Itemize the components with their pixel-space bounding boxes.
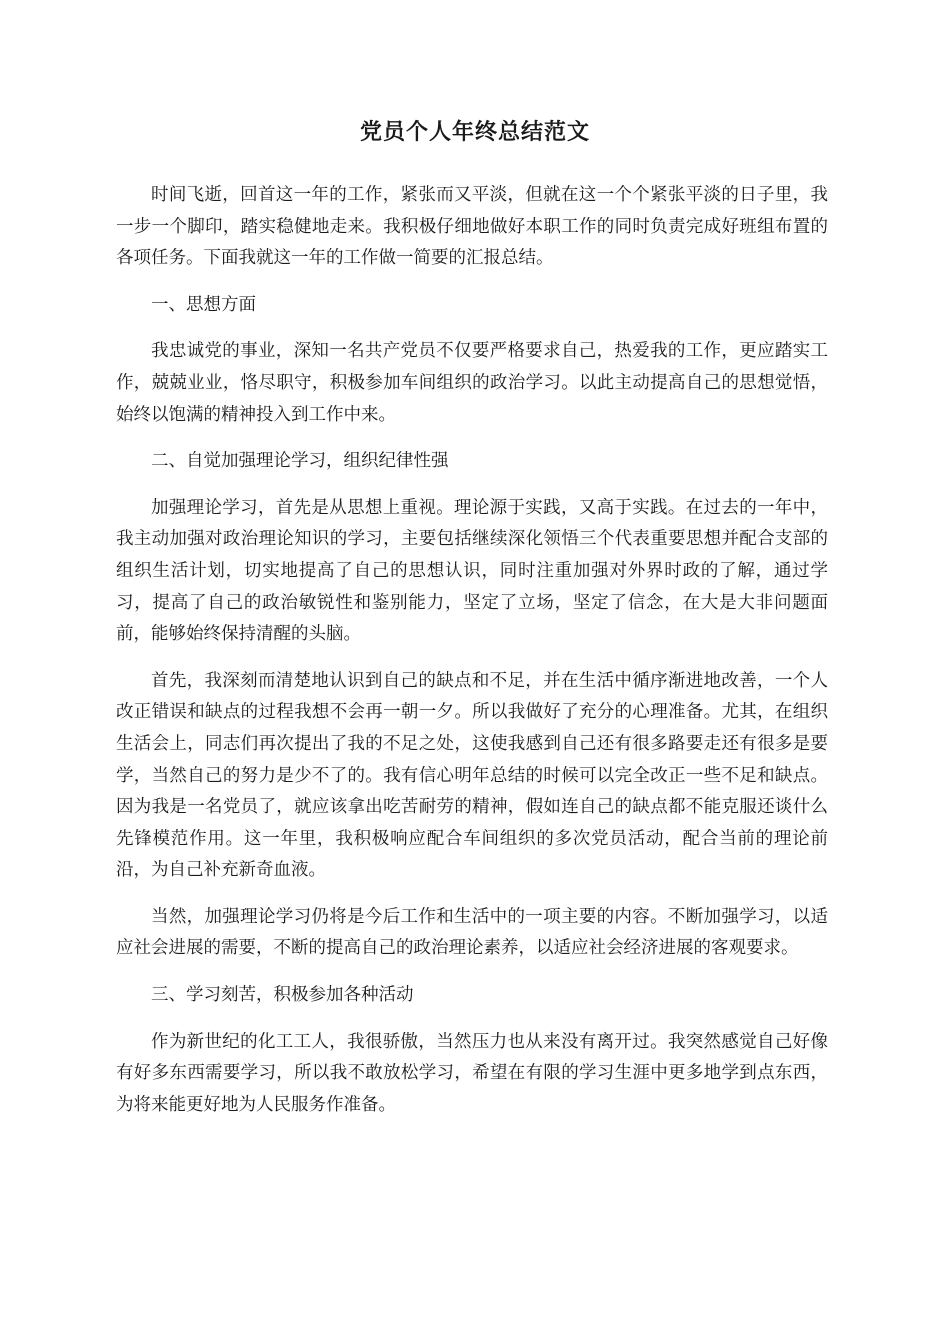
document-title: 党员个人年终总结范文 [359, 119, 590, 145]
section-heading-1: 一、思想方面 [151, 294, 256, 315]
section-heading-2: 二、自觉加强理论学习，组织纪律性强 [151, 451, 449, 472]
paragraph-ideology: 我忠诚党的事业，深知一名共产党员不仅要严格要求自己，热爱我的工作，更应踏实工作，兢兢业业，恪尽职守，积极参加车间组织的政治学习。以此主动提高自己的思想觉悟，始终以饱满的精神投入到工作中来。 [116, 341, 828, 425]
document-body [116, 180, 828, 1136]
section-heading-3: 三、学习刻苦，积极参加各种活动 [151, 985, 414, 1006]
paragraph-intro: 时间飞逝，回首这一年的工作，紧张而又平淡，但就在这一个个紧张平淡的日子里，我一步一个脚印，踏实稳健地走来。我积极仔细地做好本职工作的同时负责完成好班组布置的各项任务。下面我就这一年的工作做一简要的汇报总结。 [116, 185, 828, 269]
paragraph-shortcomings: 首先，我深刻而清楚地认识到自己的缺点和不足，并在生活中循序渐进地改善，一个人改正错误和缺点的过程我想不会再一朝一夕。所以我做好了充分的心理准备。尤其，在组织生活会上，同志们再次提出了我的不足之处，这使我感到自己还有很多路要走还有很多是要学，当然自己的努力是少不了的。我有信心明年总结的时候可以完全改正一些不足和缺点。因为我是一名党员了，就应该拿出吃苦耐劳的精神，假如连自己的缺点都不能克服还谈什么先锋模范作用。这一年里，我积极响应配合车间组织的多次党员活动，配合当前的理论前沿，为自己补充新奇血液。 [116, 670, 828, 881]
paragraph-continued-study: 当然，加强理论学习仍将是今后工作和生活中的一项主要的内容。不断加强学习，以适应社会进展的需要，不断的提高自己的政治理论素养，以适应社会经济进展的客观要求。 [116, 906, 828, 959]
paragraph-activities: 作为新世纪的化工工人，我很骄傲，当然压力也从来没有离开过。我突然感觉自己好像有好多东西需要学习，所以我不敢放松学习，希望在有限的学习生涯中更多地学到点东西，为将来能更好地为人民服务作准备。 [116, 1031, 828, 1115]
paragraph-theory-study: 加强理论学习，首先是从思想上重视。理论源于实践，又高于实践。在过去的一年中，我主动加强对政治理论知识的学习，主要包括继续深化领悟三个代表重要思想并配合支部的组织生活计划，切实地提高了自己的思想认识，同时注重加强对外界时政的了解，通过学习，提高了自己的政治敏锐性和鉴别能力，坚定了立场，坚定了信念，在大是大非问题面前，能够始终保持清醒的头脑。 [116, 497, 828, 645]
